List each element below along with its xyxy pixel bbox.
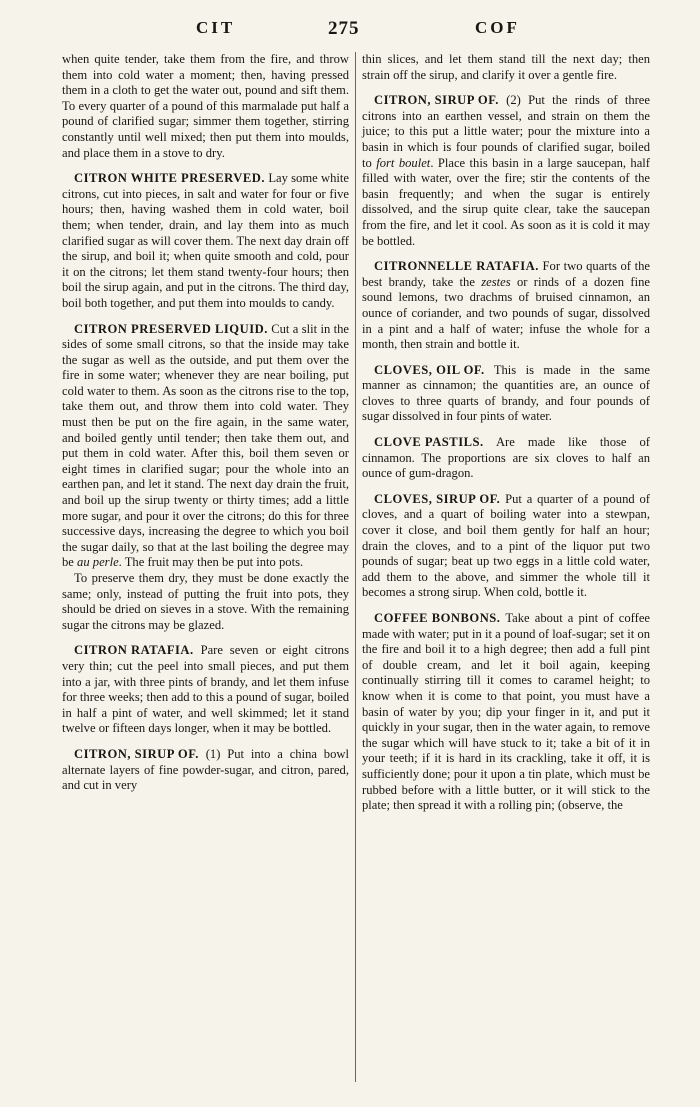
continued-paragraph: when quite tender, take them from the fire, and throw them into cold water a moment; then, having pressed them in a cloth to get the water out, pound and sift them. To every quarter of a pound of this marmalade put half a pound of clarified sugar; simmer them together, stirring constantly until well mixed; then put them into moulds, and place them in a stove to dry. bbox=[62, 52, 349, 160]
entry-body: For two quarts of the best brandy, take the bbox=[362, 259, 650, 289]
entry-heading: CLOVES, SIRUP OF. bbox=[374, 491, 501, 506]
entry-citron-ratafia bbox=[62, 643, 349, 737]
entry-citron-sirup-2 bbox=[362, 93, 650, 249]
continued-paragraph: thin slices, and let them stand till the next day; then strain off the sirup, and clarify it over a gentle fire. bbox=[362, 52, 650, 82]
entry-cloves-oil bbox=[362, 363, 650, 425]
entry-heading: CITRON, SIRUP OF. bbox=[74, 746, 199, 761]
column-divider bbox=[355, 52, 356, 1082]
entry-heading: COFFEE BONBONS. bbox=[374, 611, 501, 625]
entry-clove-pastils bbox=[362, 435, 650, 482]
entry-body: Cut a slit in the sides of some small citrons, so that the inside may take the sugar as well as the outside, and put them over the fire in some water; whenever they are near boiling, put cold water to them. As soon as the citrons rise to the top, take them out, and throw them into cold water. They must then be put on the fire again, in the same water, and boiled gently until tender; then take them out, and put them in cold water. After this, boil them seven or eight times in clarified sugar; pour the whole into an earthen pan, and let it stand. The next day drain the fruit, and boil up the sirup twenty or thirty times; add a little more sugar, and pour it over the citrons; do this for three successive days, increasing the degree to which you boil the sugar daily, so that at the last boiling the degree may be bbox=[62, 321, 349, 570]
entry-citron-sirup-1 bbox=[62, 747, 349, 794]
entry-body-continued: or rinds of a dozen fine sound lemons, two drachms of bruised cinnamon, an ounce of coriander, and two pounds of sugar, dissolved in a pint and a half of water; infuse the whole for a month, then strain and bottle it. bbox=[362, 274, 650, 352]
entry-heading: CITRON PRESERVED LIQUID. bbox=[74, 321, 268, 336]
entry-body-continued: . The fruit may then be put into pots. bbox=[118, 555, 304, 570]
entry-italic-term: fort boulet bbox=[376, 155, 431, 170]
entry-body: Take about a pint of coffee made with water; put in it a pound of loaf-sugar; set it on the fire and boil it to a high degree; then add a full pint of double cream, and let it boil again, keeping continually stirring till it comes to caramel height; to know when it is come to that point, you must have a basin of water by you; dip your finger in it, and put it quickly in your sugar, then in the water again, to remove the sugar which will have stuck to it; take a bit of it in your teeth; if it is hard in its crackling, take it off, it is sufficiently done; pour it upon a tin plate, which must be rubbed before with a little butter, or it will stick to the plate; then spread it with a rolling pin; (observe, the bbox=[362, 611, 650, 813]
entry-heading: CITRONNELLE RATAFIA. bbox=[374, 259, 539, 274]
entry-number: (1) bbox=[205, 746, 221, 761]
entry-citron-white-preserved bbox=[62, 171, 349, 311]
entry-body: Lay some white citrons, cut into pieces, in salt and water for four or five hours; then, having washed them in cold water, boil them; when tender, drain, and lay them into as much clarified sugar as will cover them. The next day drain off the sirup, and boil it; when quite smooth and cold, pour it on the citrons; let them stand twenty-four hours; then boil the sirup again, and put in the citrons. The third day, boil both together, and put them into moulds to candy. bbox=[62, 171, 349, 310]
entry-coffee-bonbons bbox=[362, 611, 650, 814]
page-number: 275 bbox=[328, 18, 360, 39]
entry-body: Put into a china bowl alternate layers of fine powder-sugar, and citron, pared, and cut in very bbox=[62, 746, 349, 793]
entry-citronnelle-ratafia bbox=[362, 259, 650, 353]
entry-heading: CLOVES, OIL OF. bbox=[374, 362, 485, 377]
entry-body-continued: . Place this basin in a large saucepan, half filled with water, over the fire; stir the contents of the basin frequently; and when the sugar is entirely dissolved, and the sirup quite clear, take the saucepan from the fire, and let it cool. As soon as it is cold it may be bottled. bbox=[362, 155, 651, 248]
entry-citron-preserved-liquid bbox=[62, 322, 349, 572]
entry-heading: CITRON, SIRUP OF. bbox=[374, 93, 499, 108]
entry-body: Pare seven or eight citrons very thin; cut the peel into small pieces, and put them into a jar, with three pints of brandy, and let them infuse for three weeks; then add to this a pound of sugar, boiled in half a pint of water, and well skimmed; let it stand twelve or fifteen days longer, when it may be bottled. bbox=[62, 643, 350, 736]
entry-body: Are made like those of cinnamon. The proportions are six cloves to half an ounce of gum-dragon. bbox=[362, 435, 650, 481]
entry-body: Put a quarter of a pound of cloves, and a quart of boiling water into a stewpan, cover it close, and boil them gently for half an hour; drain the cloves, and to a pint of the liquor put two pounds of sugar; beat up two eggs in a little cold water, add them to the above, and simmer the whole till it becomes a strong sirup. When cold, bottle it. bbox=[362, 491, 650, 600]
entry-body: This is made in the same manner as cinnamon; the quantities are, an ounce of cloves to three quarts of brandy, and four pounds of sugar dissolved in four pints of water. bbox=[362, 362, 650, 424]
entry-italic-term: au perle bbox=[77, 555, 119, 570]
entry-cloves-sirup bbox=[362, 492, 650, 601]
left-column bbox=[62, 52, 349, 794]
header-left-guideword: CIT bbox=[196, 18, 236, 37]
entry-body: Put the rinds of three citrons into an earthen vessel, and strain on them the juice; to this put a little water; pour the mixture into a basin in which is four pounds of clarified sugar, boiled to bbox=[362, 93, 650, 170]
entry-paragraph: To preserve them dry, they must be done exactly the same; only, instead of putting the fruit into pots, they should be dried on sieves in a stove. With the remaining sugar the citrons may be glazed. bbox=[62, 571, 349, 632]
right-column bbox=[362, 52, 650, 814]
header-right-guideword: COF bbox=[475, 18, 520, 37]
entry-heading: CITRON RATAFIA. bbox=[74, 643, 194, 658]
running-header bbox=[0, 18, 700, 44]
entry-heading: CLOVE PASTILS. bbox=[374, 435, 484, 450]
entry-number: (2) bbox=[506, 93, 521, 108]
entry-heading: CITRON WHITE PRESERVED. bbox=[74, 171, 266, 186]
entry-italic-term: zestes bbox=[481, 274, 511, 289]
